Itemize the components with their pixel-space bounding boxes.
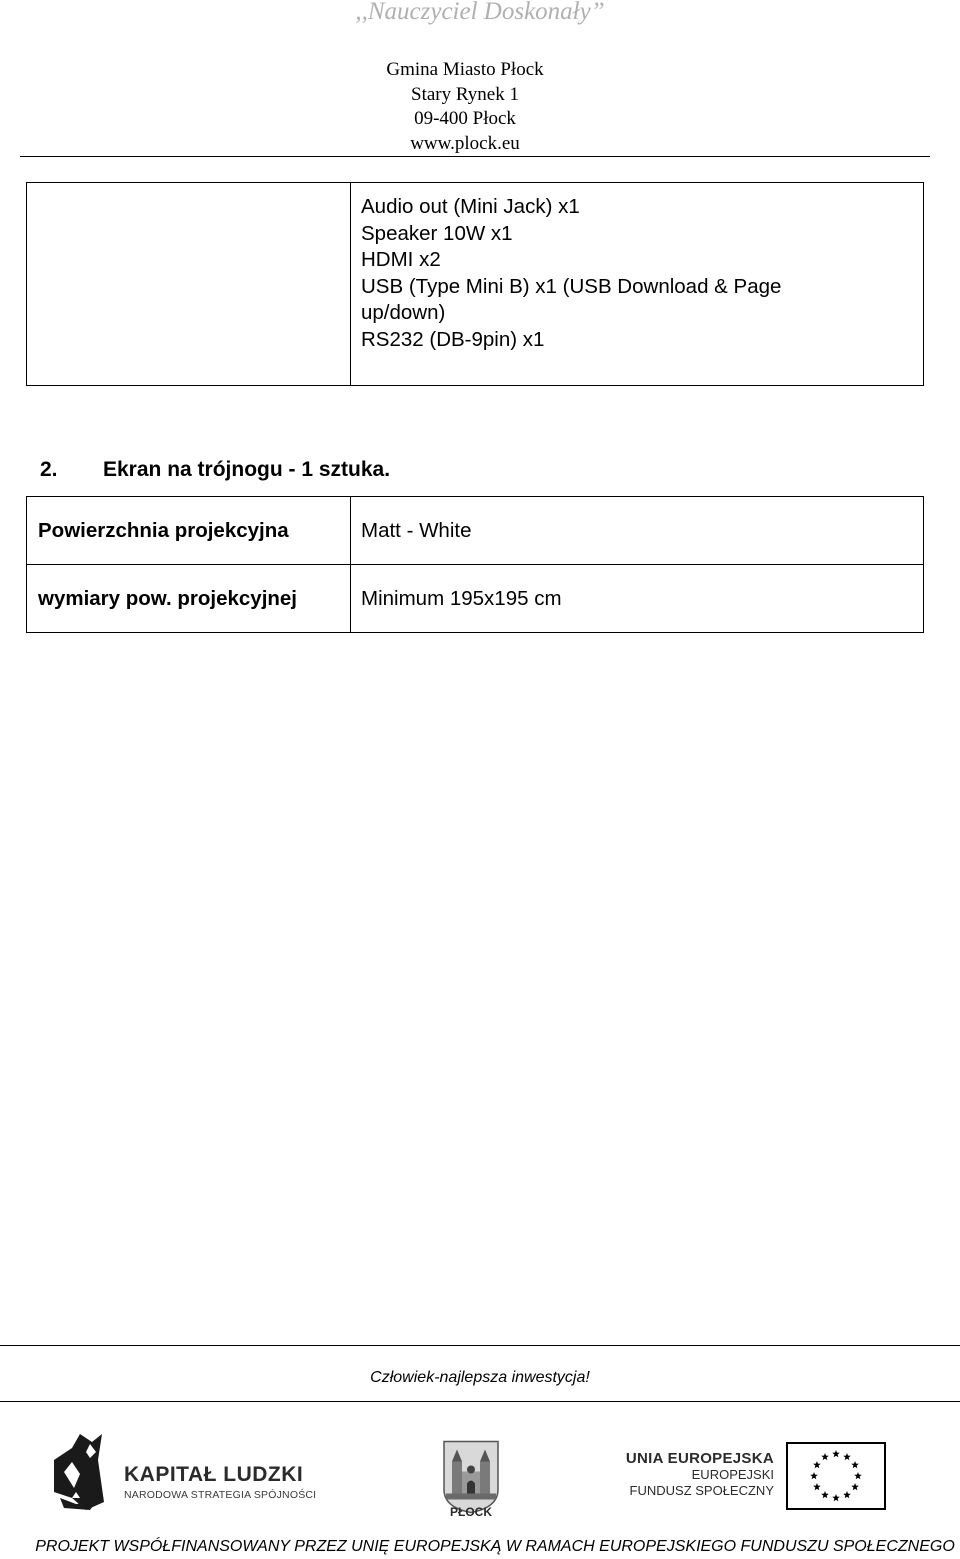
address-line-name: Gmina Miasto Płock xyxy=(386,59,544,80)
eu-flag-icon xyxy=(786,1442,886,1510)
ue-text xyxy=(600,1450,774,1499)
spec-line: HDMI x2 xyxy=(361,248,441,271)
spec-line: RS232 (DB-9pin) x1 xyxy=(361,327,545,351)
header-divider xyxy=(20,156,930,157)
cofinancing-note: PROJEKT WSPÓŁFINANSOWANY PRZEZ UNIĘ EUROPEJSKĄ W RAMACH EUROPEJSKIEGO FUNDUSZU SPOŁECZNEGO xyxy=(35,1538,955,1555)
project-title: ,,Nauczyciel Doskonały” xyxy=(355,0,605,25)
ue-title: UNIA EUROPEJSKA xyxy=(625,1450,774,1467)
address-line-street: Stary Rynek 1 xyxy=(411,84,519,105)
spec-table-ports xyxy=(26,182,924,386)
kapital-ludzki-title: KAPITAŁ LUDZKI xyxy=(124,1463,304,1486)
section-number: 2. xyxy=(40,458,58,481)
spec-line: USB (Type Mini B) x1 (USB Download & Page xyxy=(361,274,782,298)
ue-subtitle-2: FUNDUSZ SPOŁECZNY xyxy=(629,1483,774,1498)
table-cell-label: Powierzchnia projekcyjna xyxy=(27,497,351,565)
kapital-ludzki-text xyxy=(124,1463,316,1501)
ue-subtitle-1: EUROPEJSKI xyxy=(691,1467,774,1482)
plock-label: PŁOCK xyxy=(450,1505,492,1519)
table-row xyxy=(27,565,924,633)
table-cell-value: Minimum 195x195 cm xyxy=(351,565,924,633)
footer-slogan: Człowiek-najlepsza inwestycja! xyxy=(370,1369,590,1386)
spec-line: Audio out (Mini Jack) x1 xyxy=(361,195,580,218)
spec-line: up/down) xyxy=(361,301,446,324)
spec-table-screen xyxy=(26,496,924,633)
table-cell-value: Matt - White xyxy=(351,497,924,565)
address-line-website: www.plock.eu xyxy=(410,133,520,154)
table-cell-value xyxy=(351,183,924,386)
table-row xyxy=(27,183,924,386)
spec-line: Speaker 10W x1 xyxy=(361,221,513,245)
table-cell-label: wymiary pow. projekcyjnej xyxy=(27,565,351,633)
table-cell-label xyxy=(27,183,351,386)
footer-divider-bottom xyxy=(0,1401,960,1402)
section-heading xyxy=(40,458,390,482)
footer-divider-top xyxy=(0,1345,960,1346)
table-row xyxy=(27,497,924,565)
kapital-ludzki-subtitle: NARODOWA STRATEGIA SPÓJNOŚCI xyxy=(124,1489,317,1501)
section-title-text: Ekran na trójnogu - 1 sztuka. xyxy=(103,458,391,481)
address-line-postal: 09-400 Płock xyxy=(414,108,516,129)
